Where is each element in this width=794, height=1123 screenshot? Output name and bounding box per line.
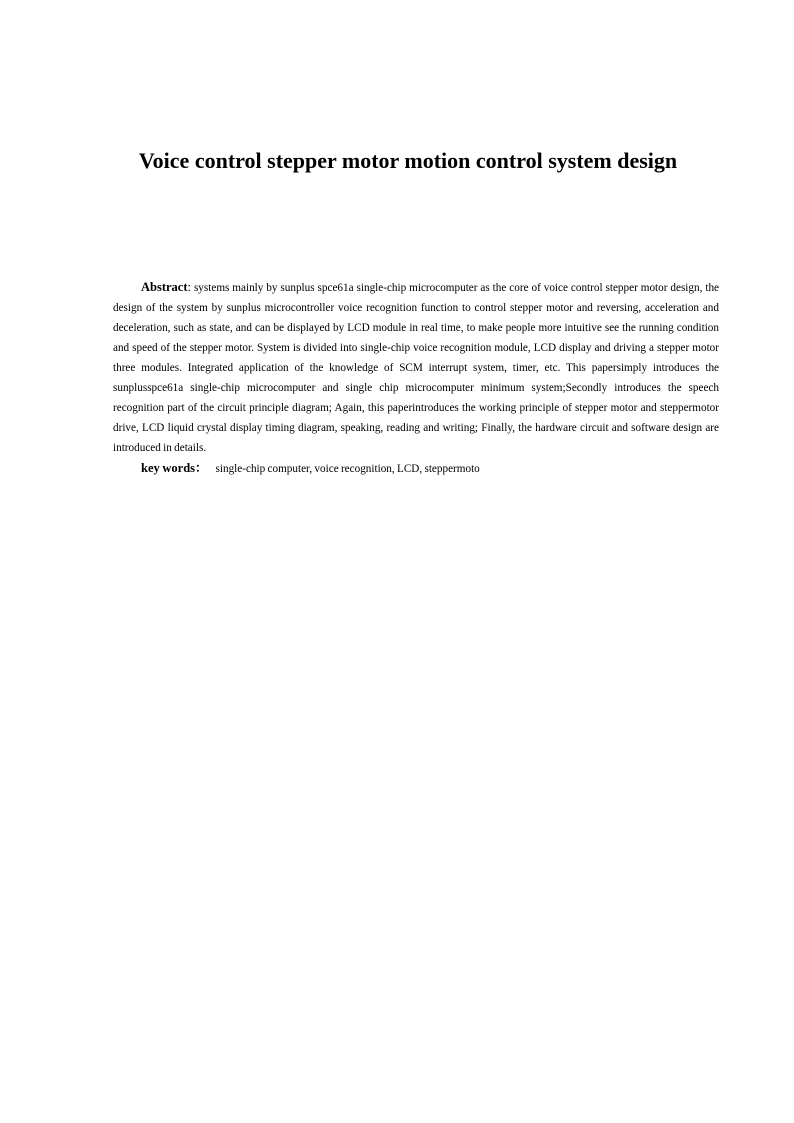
keywords-text: single-chip computer, voice recognition, LCD, steppermoto [215, 463, 480, 475]
keywords-label: key words： [141, 461, 208, 475]
document-title: Voice control stepper motor motion control system design [138, 148, 678, 173]
abstract-colon: : [187, 280, 191, 294]
abstract-paragraph [113, 277, 719, 458]
abstract-section [113, 277, 719, 479]
keywords-line [113, 458, 719, 479]
abstract-label: Abstract [141, 280, 188, 294]
abstract-text: systems mainly by sunplus spce61a single-chip microcomputer as the core of voice control stepper motor design, the design of the system by sunplus microcontroller voice recognition function to control stepper motor and reversing, acceleration and deceleration, such as state, and can be displayed by LCD module in real time, to make people more intuitive see the running condition and speed of the stepper motor. System is divided into single-chip voice recognition module, LCD display and driving a stepper motor three modules. Integrated application of the knowledge of SCM interrupt system, timer, etc. This papersimply introduces the sunplusspce61a single-chip microcomputer and single chip microcomputer minimum system;Secondly introduces the speech recognition part of the circuit principle diagram; Again, this paperintroduces the working principle of stepper motor and steppermotor drive, LCD liquid crystal display timing diagram, speaking, reading and writing; Finally, the hardware circuit and software design are introduced in details. [113, 282, 720, 454]
